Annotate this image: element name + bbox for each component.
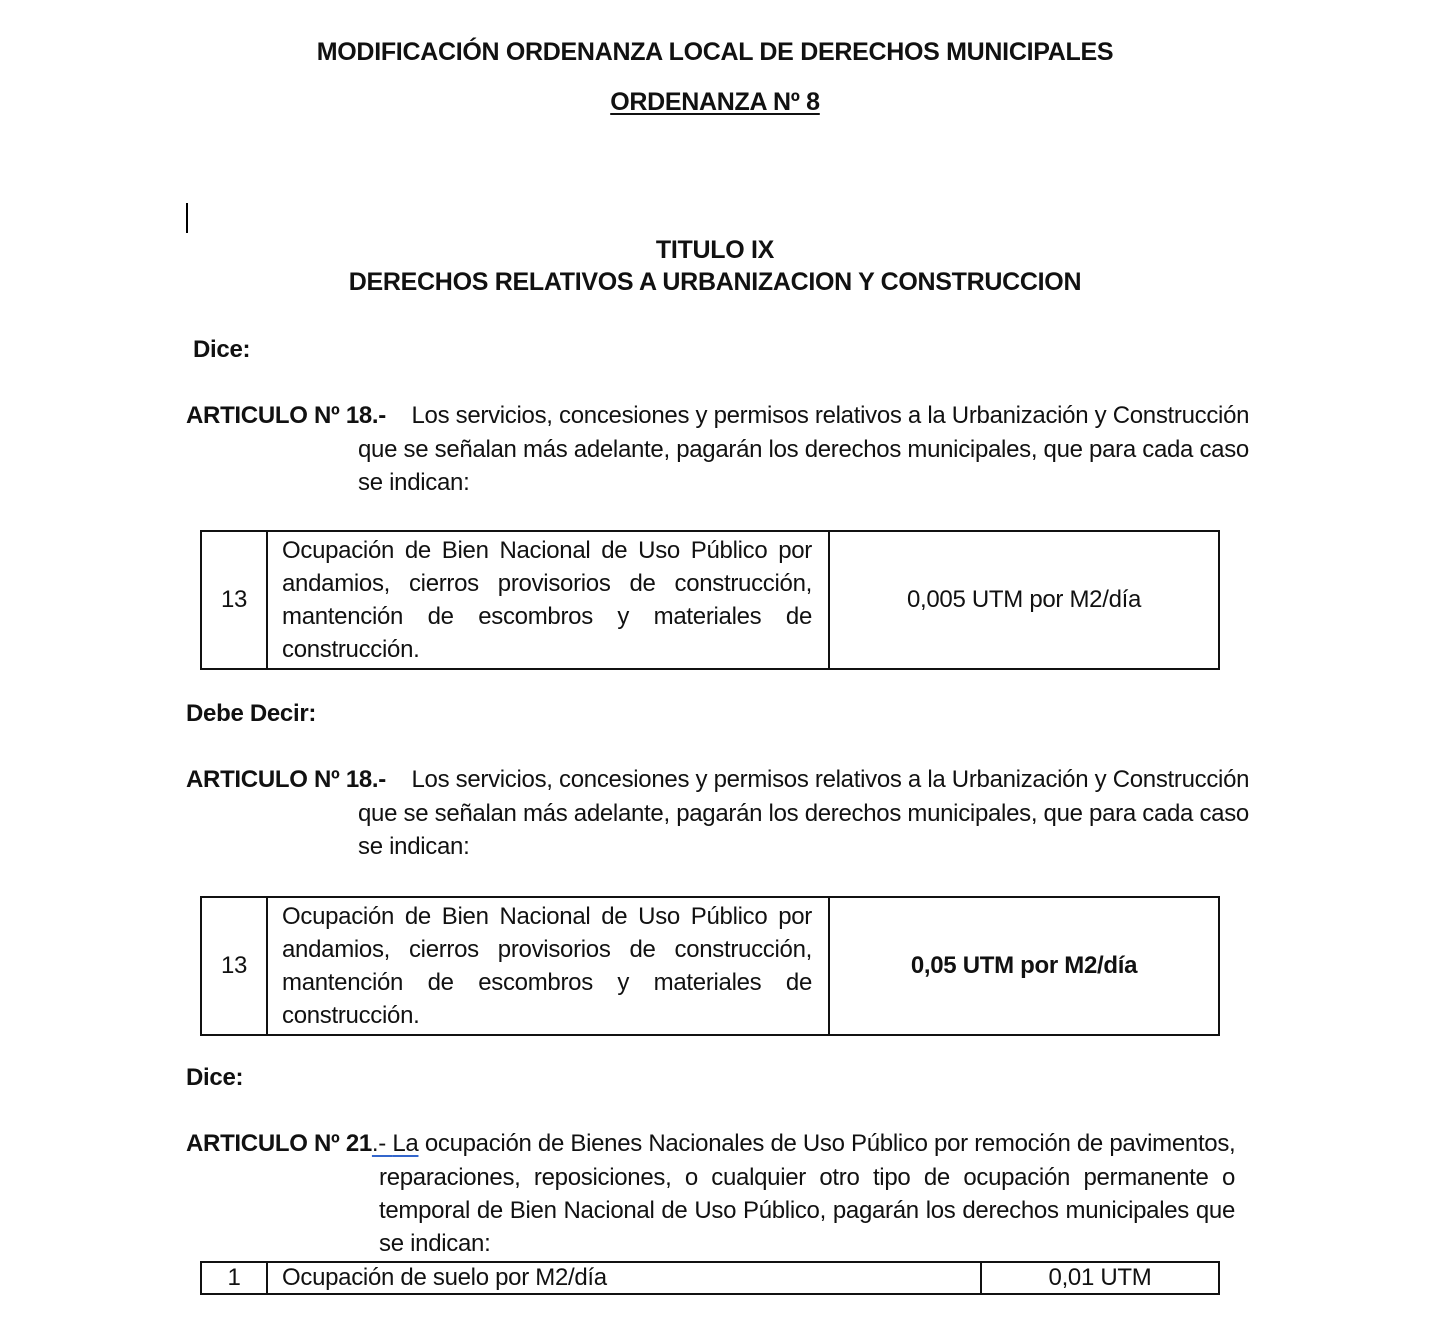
- section1-article-line1: [186, 402, 1249, 430]
- section1-article-text-3: se indican:: [358, 469, 470, 496]
- table-row: [201, 897, 1219, 1035]
- section2-article-label: ARTICULO Nº 18.-: [186, 766, 386, 793]
- section3-row-number: 1: [201, 1262, 267, 1294]
- section2-article-line1: [186, 766, 1249, 794]
- section3-article-sep: .-: [371, 1130, 393, 1157]
- section3-rate-table: [200, 1261, 1220, 1295]
- section3-label: Dice:: [186, 1064, 244, 1091]
- section1-article-text-2: que se señalan más adelante, pagarán los derechos municipales, que para cada caso: [358, 436, 1249, 463]
- section1-row-number: 13: [201, 531, 267, 669]
- table-row: [201, 1262, 1219, 1294]
- section2-label: Debe Decir:: [186, 700, 317, 727]
- section2-rate-table: [200, 896, 1220, 1036]
- section2-row-number: 13: [201, 897, 267, 1035]
- section3-row-value: 0,01 UTM: [981, 1262, 1219, 1294]
- table-row: [201, 531, 1219, 669]
- section2-article-text-2: que se señalan más adelante, pagarán los derechos municipales, que para cada caso: [358, 800, 1249, 827]
- text-cursor: [186, 203, 188, 233]
- section3-article-line1: [186, 1130, 1235, 1158]
- section3-article-first-rest: ocupación de Bienes Nacionales de Uso Público por remoción de pavimentos,: [418, 1130, 1236, 1157]
- ordinance-number: ORDENANZA Nº 8: [610, 88, 820, 116]
- section3-article-label: ARTICULO Nº 21: [186, 1130, 372, 1157]
- section1-row-description: Ocupación de Bien Nacional de Uso Público por andamios, cierros provisorios de construcción, mantención de escombros y materiales de construcción.: [267, 531, 829, 669]
- ordinance-number-wrap: [0, 88, 1430, 117]
- titulo-number: TITULO IX: [655, 236, 775, 264]
- section3-article-text-3: temporal de Bien Nacional de Uso Público, pagarán los derechos municipales que: [379, 1197, 1235, 1224]
- section1-label: Dice:: [193, 336, 251, 363]
- section3-row-description: Ocupación de suelo por M2/día: [267, 1262, 981, 1294]
- section1-article-label: ARTICULO Nº 18.-: [186, 402, 386, 429]
- section1-article-text-1: Los servicios, concesiones y permisos relativos a la Urbanización y Construcción: [411, 402, 1250, 429]
- section1-rate-table: [200, 530, 1220, 670]
- section2-article-text-1: Los servicios, concesiones y permisos relativos a la Urbanización y Construcción: [411, 766, 1250, 793]
- section3-article-text-2: reparaciones, reposiciones, o cualquier otro tipo de ocupación permanente o: [379, 1164, 1235, 1191]
- titulo-name: DERECHOS RELATIVOS A URBANIZACION Y CONSTRUCCION: [348, 268, 1082, 296]
- section3-article-text-4: se indican:: [379, 1230, 491, 1257]
- section3-article-first-word: La: [392, 1130, 419, 1157]
- section1-row-value: 0,005 UTM por M2/día: [829, 531, 1219, 669]
- section2-row-description: Ocupación de Bien Nacional de Uso Público por andamios, cierros provisorios de construcción, mantención de escombros y materiales de construcción.: [267, 897, 829, 1035]
- document-title: MODIFICACIÓN ORDENANZA LOCAL DE DERECHOS MUNICIPALES: [316, 38, 1114, 66]
- section2-row-value: 0,05 UTM por M2/día: [829, 897, 1219, 1035]
- section2-article-text-3: se indican:: [358, 833, 470, 860]
